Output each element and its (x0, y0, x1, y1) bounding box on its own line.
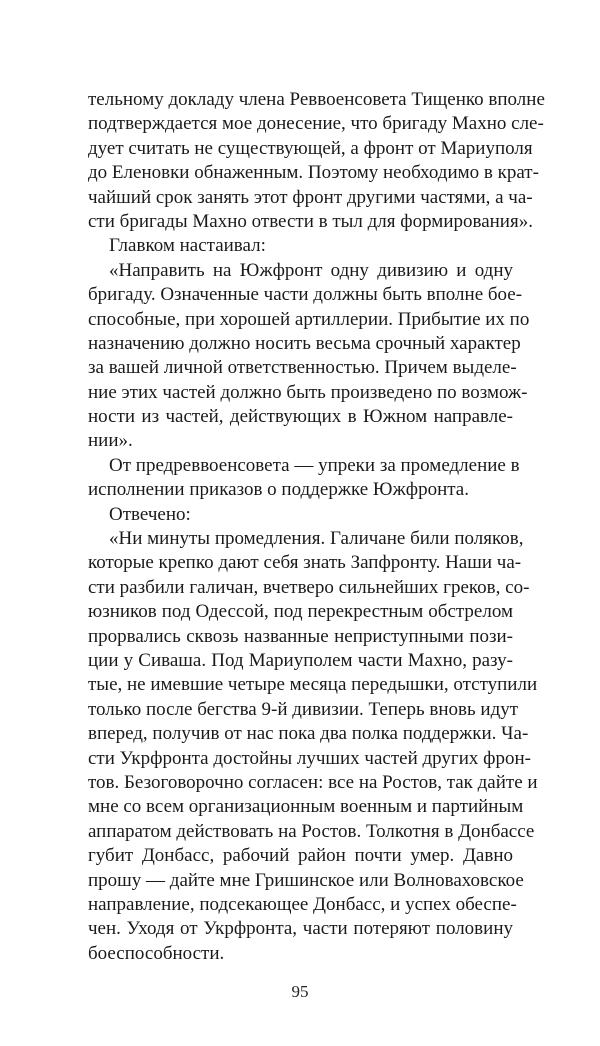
text-line: ние этих частей должно быть произведено по возмож- (88, 381, 528, 403)
text-line: «Ни минуты промедления. Галичане били поляков, (109, 528, 524, 550)
text-line: аппаратом действовать на Ростов. Толкотня в Донбассе (88, 820, 535, 842)
text-line: назначению должно носить весьма срочный характер (88, 332, 521, 354)
text-line: губит Донбасс, рабочий район почти умер. Давно (88, 845, 513, 867)
text-line: исполнении приказов о поддержке Южфронта. (88, 479, 469, 501)
text-line: нии». (88, 430, 133, 452)
text-line: бригаду. Означенные части должны быть вполне бое- (88, 284, 523, 306)
text-line: сти разбили галичан, вчетверо сильнейших греков, со- (88, 576, 530, 598)
text-line: ции у Сиваша. Под Мариуполем части Махно, разу- (88, 649, 513, 671)
text-line: мне со всем организационным военным и партийным (88, 796, 524, 818)
text-line: ности из частей, действующих в Южном направле- (88, 406, 513, 428)
text-line: От предреввоенсовета — упреки за промедление в (109, 454, 520, 476)
text-line: сти бригады Махно отвести в тыл для формирования». (88, 210, 533, 232)
text-line: сти Укрфронта достойны лучших частей других фрон- (88, 747, 531, 769)
text-line: боеспособности. (88, 942, 225, 964)
text-line: направление, подсекающее Донбасс, и успех обеспе- (88, 893, 517, 915)
text-line: только после бегства 9-й дивизии. Теперь вновь идут (88, 698, 519, 720)
text-line: подтверждается мое донесение, что бригаду Махно сле- (88, 113, 544, 135)
text-line: дует считать не существующей, а фронт от Мариуполя (88, 137, 533, 159)
text-line: до Еленовки обнаженным. Поэтому необходимо в крат- (88, 162, 539, 184)
text-line: тов. Безоговорочно согласен: все на Ростов, так дайте и (88, 771, 538, 793)
text-line: чайший срок занять этот фронт другими частями, а ча- (88, 186, 533, 208)
text-line: тельному докладу члена Реввоенсовета Тищенко вполне (88, 89, 545, 110)
text-line: за вашей личной ответственностью. Причем выделе- (88, 357, 517, 379)
text-line: вперед, получив от нас пока два полка поддержки. Ча- (88, 723, 529, 745)
page-number: 95 (291, 982, 309, 1001)
text-line: прошу — дайте мне Гришинское или Волноваховское (88, 869, 524, 891)
text-line: тые, не имевшие четыре месяца передышки, отступили (88, 674, 538, 696)
text-line: юзников под Одессой, под перекрестным обстрелом (88, 601, 513, 623)
text-line: Отвечено: (109, 503, 191, 525)
text-line: чен. Уходя от Укрфронта, части потеряют половину (88, 918, 513, 940)
text-line: прорвались сквозь названные неприступными пози- (88, 625, 513, 647)
page-text (88, 88, 545, 966)
text-line: способные, при хорошей артиллерии. Прибытие их по (88, 308, 530, 330)
text-line: которые крепко дают себя знать Запфронту. Наши ча- (88, 552, 522, 574)
text-line: «Направить на Южфронт одну дивизию и одну (109, 259, 513, 281)
text-line: Главком настаивал: (109, 235, 266, 257)
